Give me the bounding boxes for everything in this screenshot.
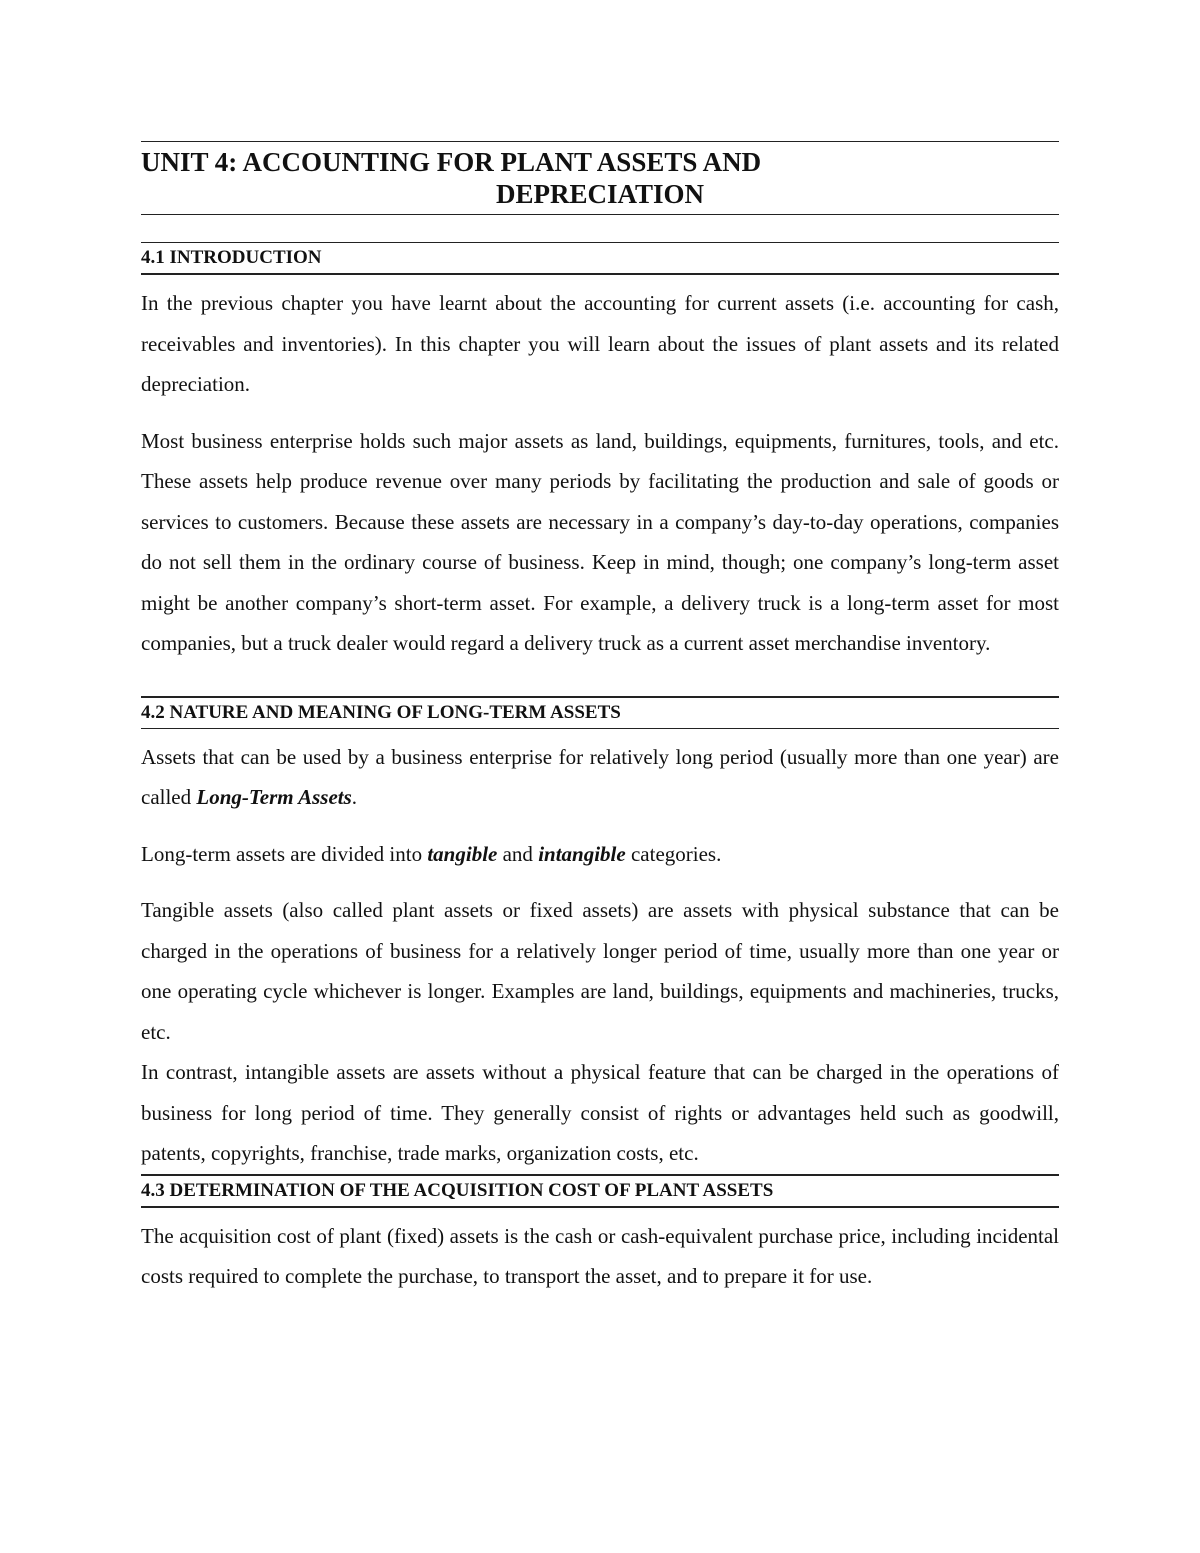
section-4-2-paragraph-1 (141, 737, 1059, 818)
unit-title-line2: DEPRECIATION (495, 179, 705, 209)
p2-text-before: Long-term assets are divided into (141, 841, 428, 866)
p1-text-before: Assets that can be used by a business enterprise for relatively long period (usually more than one year) are called (141, 744, 1059, 809)
section-4-3-paragraph-1: The acquisition cost of plant (fixed) assets is the cash or cash-equivalent purchase price, including incidental costs required to complete the purchase, to transport the asset, and to prepare it for use. (141, 1223, 1059, 1288)
section-4-2-paragraph-2 (141, 834, 1059, 875)
section-4-3-top-rule (141, 1174, 1059, 1176)
section-4-2-heading: 4.2 NATURE AND MEANING OF LONG-TERM ASSETS (141, 701, 621, 723)
section-4-1-heading: 4.1 INTRODUCTION (141, 247, 322, 268)
section-4-2-paragraph-3: Tangible assets (also called plant assets or fixed assets) are assets with physical substance that can be charged in the operations of business for a relatively longer period of time, usually more than one year or one operating cycle whichever is longer. Examples are land, buildings, equipments and machineries, trucks, etc. (141, 898, 1059, 1044)
p2-text-after: categories. (625, 841, 722, 866)
section-4-2-paragraph-4: In contrast, intangible assets are assets without a physical feature that can be charged in the operations of business for long period of time. They generally consist of rights or advantages held such as goodwill, patents, copyrights, franchise, trade marks, organization costs, etc. (141, 1060, 1059, 1165)
title-top-rule (141, 141, 1059, 142)
intangible-term: intangible (538, 841, 626, 866)
tangible-term: tangible (427, 841, 498, 866)
section-4-2-top-rule (141, 696, 1059, 698)
p1-text-after: . (351, 785, 358, 809)
long-term-assets-term: Long-Term Assets (196, 785, 352, 809)
unit-title-line1: UNIT 4: ACCOUNTING FOR PLANT ASSETS AND (141, 147, 762, 177)
p2-text-mid: and (497, 841, 539, 866)
document-page (141, 141, 1059, 1297)
unit-title (141, 146, 1059, 210)
section-4-3-heading: 4.3 DETERMINATION OF THE ACQUISITION COST OF PLANT ASSETS (141, 1179, 774, 1201)
section-4-1-paragraph-2: Most business enterprise holds such major assets as land, buildings, equipments, furnitures, tools, and etc. These assets help produce revenue over many periods by facilitating the production and sale of goods or services to customers. Because these assets are necessary in a company’s day-to-day operations, companies do not sell them in the ordinary course of business. Keep in mind, though; one company’s long-term asset might be another company’s short-term asset. For example, a delivery truck is a long-term asset for most companies, but a truck dealer would regard a delivery truck as a current asset merchandise inventory. (141, 428, 1059, 655)
section-4-1-paragraph-1: In the previous chapter you have learnt about the accounting for current assets (i.e. accounting for cash, receivables and inventories). In this chapter you will learn about the issues of plant assets and its related depreciation. (141, 291, 1059, 396)
section-4-1-top-rule (141, 242, 1059, 243)
